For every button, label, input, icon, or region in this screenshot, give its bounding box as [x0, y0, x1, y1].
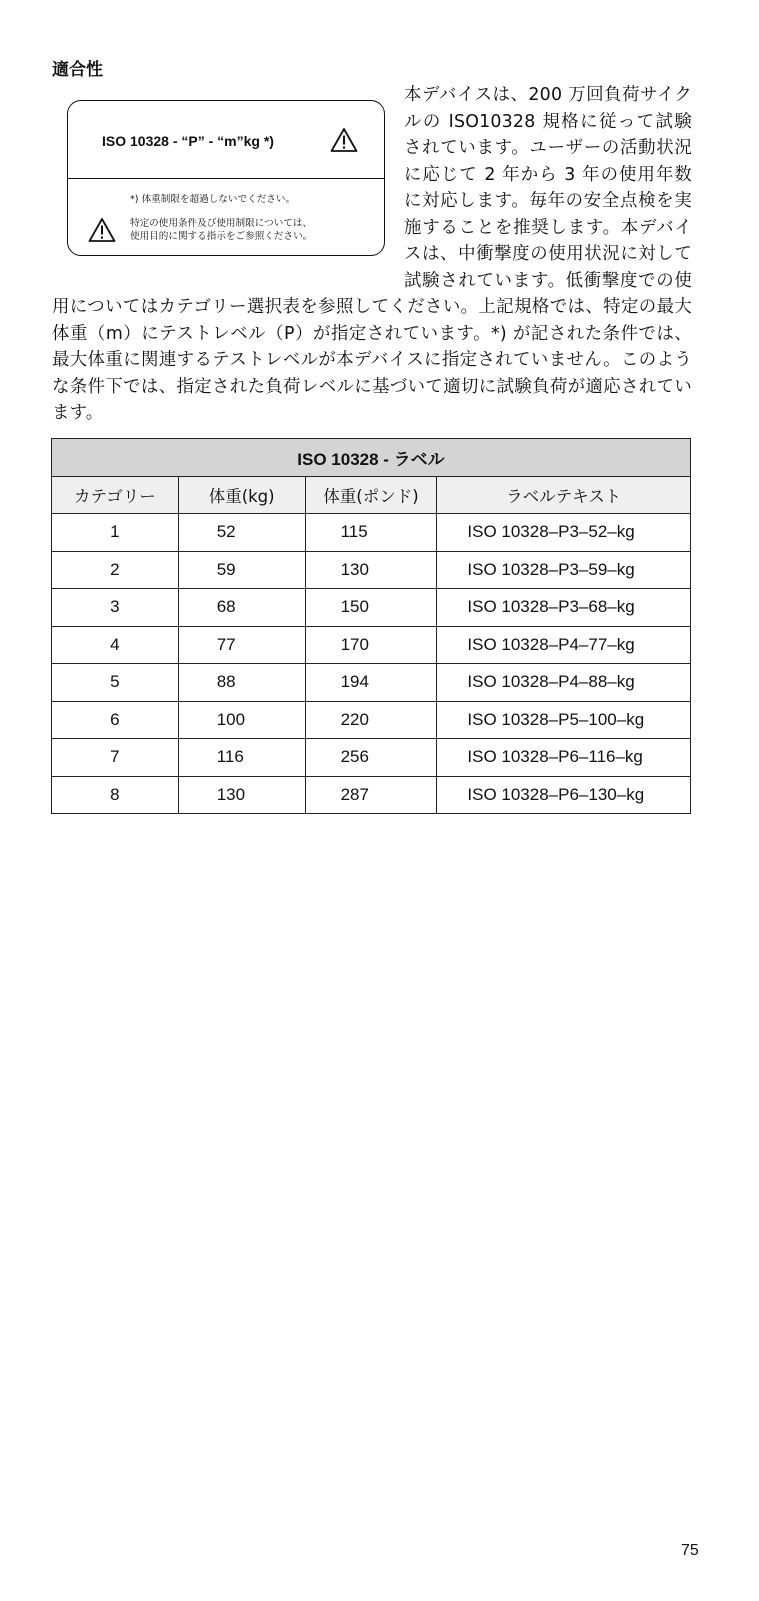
- table-row: [52, 514, 691, 552]
- cell-label-text: ISO 10328–P6–116–kg: [437, 739, 691, 777]
- label-instructions-line: 使用目的に関する指示をご参照ください。: [130, 231, 313, 242]
- table-row: [52, 776, 691, 814]
- cell-weight-lb: 194: [305, 664, 437, 702]
- section-heading: 適合性: [52, 60, 103, 80]
- iso-label-table: [51, 438, 691, 814]
- cell-weight-kg: 77: [178, 626, 305, 664]
- page-number: 75: [681, 1542, 699, 1559]
- table-row: [52, 739, 691, 777]
- label-weight-note: *) 体重制限を超過しないでください。: [130, 194, 296, 205]
- cell-weight-lb: 287: [305, 776, 437, 814]
- table-row: [52, 551, 691, 589]
- cell-category: 5: [52, 664, 179, 702]
- cell-weight-kg: 88: [178, 664, 305, 702]
- header-weight-lb: 体重(ポンド): [305, 476, 437, 514]
- cell-category: 8: [52, 776, 179, 814]
- cell-weight-lb: 256: [305, 739, 437, 777]
- cell-weight-lb: 115: [305, 514, 437, 552]
- cell-weight-kg: 59: [178, 551, 305, 589]
- compliance-paragraph: [52, 82, 692, 427]
- cell-weight-kg: 130: [178, 776, 305, 814]
- cell-label-text: ISO 10328–P4–77–kg: [437, 626, 691, 664]
- table-row: [52, 589, 691, 627]
- cell-weight-lb: 150: [305, 589, 437, 627]
- float-spacer: [52, 82, 404, 292]
- cell-category: 6: [52, 701, 179, 739]
- cell-label-text: ISO 10328–P3–68–kg: [437, 589, 691, 627]
- cell-category: 4: [52, 626, 179, 664]
- table-header-row: [52, 476, 691, 514]
- label-instructions-line: 特定の使用条件及び使用制限については、: [130, 218, 313, 229]
- header-label-text: ラベルテキスト: [437, 476, 691, 514]
- cell-category: 7: [52, 739, 179, 777]
- cell-weight-kg: 116: [178, 739, 305, 777]
- cell-category: 1: [52, 514, 179, 552]
- header-weight-kg: 体重(kg): [178, 476, 305, 514]
- table-row: [52, 664, 691, 702]
- cell-category: 2: [52, 551, 179, 589]
- cell-weight-lb: 170: [305, 626, 437, 664]
- label-code: ISO 10328 - “P” - “m”kg *): [102, 133, 274, 149]
- compliance-text: 本デバイスは、200 万回負荷サイクルの ISO10328 規格に従って試験されています。ユーザーの活動状況に応じて 2 年から 3 年の使用年数に対応します。毎年の安全点検を実施することを推奨します。本デバイスは、中衝撃度の使用状況に対して試験されています。低衝撃度での使用についてはカテゴリー選択表を参照してください。上記規格では、特定の最大体重（m）にテストレベル（P）が指定されています。*) が記された条件では、最大体重に関連するテストレベルが本デバイスに指定されていません。このような条件下では、指定された負荷レベルに基づいて適切に試験負荷が適応されています。: [52, 85, 692, 423]
- cell-label-text: ISO 10328–P5–100–kg: [437, 701, 691, 739]
- cell-label-text: ISO 10328–P4–88–kg: [437, 664, 691, 702]
- cell-weight-kg: 68: [178, 589, 305, 627]
- cell-weight-kg: 100: [178, 701, 305, 739]
- cell-weight-lb: 130: [305, 551, 437, 589]
- table-row: [52, 626, 691, 664]
- table-title: ISO 10328 - ラベル: [52, 439, 691, 477]
- table-row: [52, 701, 691, 739]
- cell-label-text: ISO 10328–P6–130–kg: [437, 776, 691, 814]
- cell-category: 3: [52, 589, 179, 627]
- cell-label-text: ISO 10328–P3–52–kg: [437, 514, 691, 552]
- cell-weight-kg: 52: [178, 514, 305, 552]
- cell-weight-lb: 220: [305, 701, 437, 739]
- table-title-row: [52, 439, 691, 477]
- header-category: カテゴリー: [52, 476, 179, 514]
- cell-label-text: ISO 10328–P3–59–kg: [437, 551, 691, 589]
